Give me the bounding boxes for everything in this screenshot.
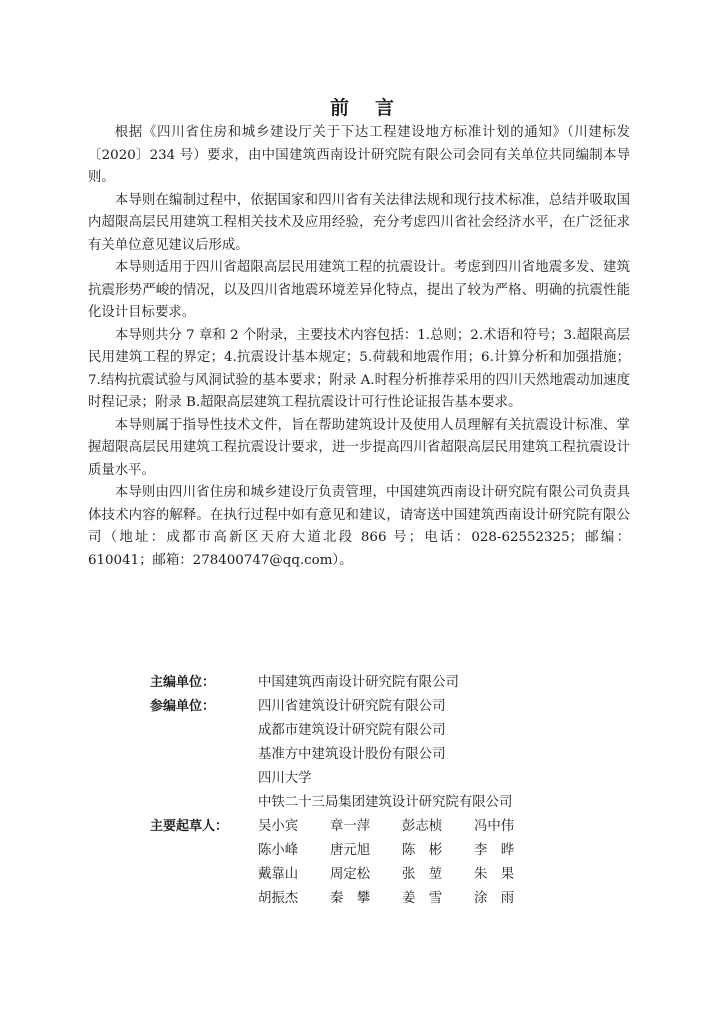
paragraph: 本导则适用于四川省超限高层民用建筑工程的抗震设计。考虑到四川省地震多发、建筑抗震形势严峻的情况，以及四川省地震环境差异化特点，提出了较为严格、明确的抗震性能化设计目标要求。 bbox=[88, 260, 630, 320]
drafter-name: 唐元旭 bbox=[330, 843, 371, 858]
chief-unit: 中国建筑西南设计研究院有限公司 bbox=[258, 675, 459, 690]
participating-unit: 四川大学 bbox=[258, 771, 312, 786]
drafter-name: 姜 雪 bbox=[402, 891, 443, 906]
drafters-row bbox=[150, 815, 546, 911]
drafter-name: 陈小峰 bbox=[258, 843, 299, 858]
credits-block bbox=[150, 671, 546, 911]
page-title bbox=[0, 93, 724, 120]
chief-unit-row bbox=[150, 671, 546, 695]
title-char-1: 前 bbox=[329, 97, 349, 119]
drafter-name: 朱 果 bbox=[474, 867, 515, 882]
title-char-2: 言 bbox=[375, 97, 395, 119]
paragraph: 根据《四川省住房和城乡建设厅关于下达工程建设地方标准计划的通知》（川建标发〔2020〕234 号）要求，由中国建筑西南设计研究院有限公司会同有关单位共同编制本导则。 bbox=[88, 125, 630, 185]
paragraph: 本导则在编制过程中，依据国家和四川省有关法律法规和现行技术标准，总结并吸取国内超限高层民用建筑工程相关技术及应用经验，充分考虑四川省社会经济水平，在广泛征求有关单位意见建议后形成。 bbox=[88, 192, 630, 253]
drafter-name: 秦 攀 bbox=[330, 891, 371, 906]
drafter-name: 胡振杰 bbox=[258, 891, 299, 906]
paragraph: 本导则由四川省住房和城乡建设厅负责管理，中国建筑西南设计研究院有限公司负责具体技术内容的解释。在执行过程中如有意见和建议，请寄送中国建筑西南设计研究院有限公司（地址：成都市高新区天府大道北段 866 号；电话：028-62552325；邮编：610041；邮箱：278400747@qq.com）。 bbox=[88, 485, 630, 568]
chief-unit-label: 主编单位： bbox=[150, 675, 216, 690]
paragraph: 本导则共分 7 章和 2 个附录，主要技术内容包括：1.总则；2.术语和符号；3.超限高层民用建筑工程的界定；4.抗震设计基本规定；5.荷载和地震作用；6.计算分析和加强措施；7.结构抗震试验与风洞试验的基本要求；附录 A.时程分析推荐采用的四川天然地震动加速度时程记录；附录 B.超限高层建筑工程抗震设计可行性论证报告基本要求。 bbox=[88, 327, 630, 410]
preface-body bbox=[88, 122, 630, 572]
participating-units-row bbox=[150, 695, 546, 815]
participating-unit: 成都市建筑设计研究院有限公司 bbox=[258, 723, 446, 738]
participating-unit: 中铁二十三局集团建筑设计研究院有限公司 bbox=[258, 795, 513, 810]
drafter-name: 李 晔 bbox=[474, 843, 515, 858]
drafter-name: 周定松 bbox=[330, 867, 371, 882]
paragraph: 本导则属于指导性技术文件，旨在帮助建筑设计及使用人员理解有关抗震设计标准、掌握超限高层民用建筑工程抗震设计要求，进一步提高四川省超限高层民用建筑工程抗震设计质量水平。 bbox=[88, 417, 630, 478]
drafter-name: 涂 雨 bbox=[474, 891, 515, 906]
drafter-name: 彭志桢 bbox=[402, 819, 443, 834]
drafter-name: 冯中伟 bbox=[474, 819, 515, 834]
drafters-grid bbox=[258, 815, 546, 911]
drafters-label: 主要起草人： bbox=[150, 819, 229, 834]
drafter-name: 陈 彬 bbox=[402, 843, 443, 858]
participating-unit: 基准方中建筑设计股份有限公司 bbox=[258, 747, 446, 762]
drafter-name: 章一萍 bbox=[330, 819, 371, 834]
participating-units-label: 参编单位： bbox=[150, 699, 216, 714]
drafter-name: 吴小宾 bbox=[258, 819, 299, 834]
drafter-name: 戴靠山 bbox=[258, 867, 299, 882]
participating-unit: 四川省建筑设计研究院有限公司 bbox=[258, 699, 446, 714]
drafter-name: 张 堃 bbox=[402, 867, 443, 882]
